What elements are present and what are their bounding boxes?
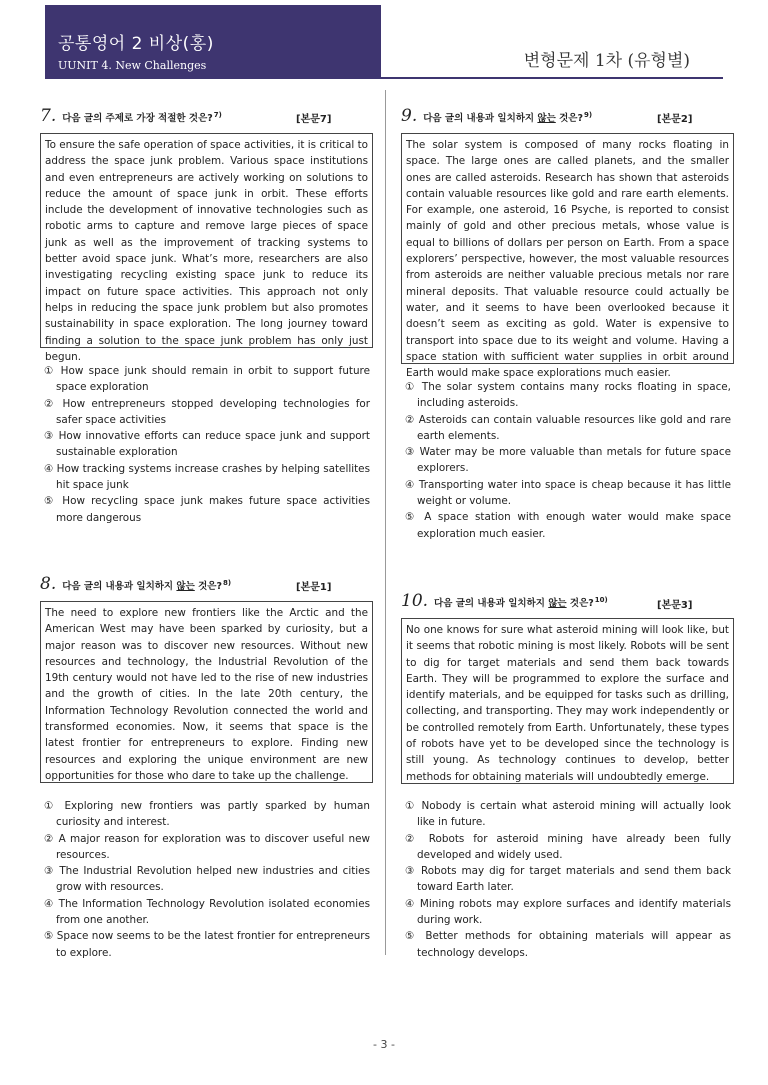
- worksheet-type-title: 변형문제 1차 (유형별): [523, 51, 690, 71]
- footnote-mark: 7): [213, 110, 222, 119]
- header-title-box: [45, 5, 381, 77]
- question-9-heading: [401, 106, 592, 126]
- passage-reference: [본문2]: [657, 114, 693, 125]
- choice-1[interactable]: ① Nobody is certain what asteroid mining will actually look like in future.: [405, 800, 731, 829]
- column-divider: [385, 90, 386, 955]
- question-number: 9.: [401, 106, 418, 126]
- question-number: 7.: [40, 106, 57, 126]
- choice-4[interactable]: ④ How tracking systems increase crashes by helping satellites hit space junk: [44, 462, 370, 492]
- footnote-mark: 10): [594, 595, 608, 604]
- choice-5[interactable]: ⑤ How recycling space junk makes future space activities more dangerous: [44, 495, 370, 524]
- question-prompt: 다음 글의 내용과 일치하지 않는 것은?$^{10)}$: [434, 595, 608, 609]
- page-number: - 3 -: [373, 1038, 395, 1051]
- question-7-heading: [40, 106, 222, 126]
- choice-3[interactable]: ③ The Industrial Revolution helped new industries and cities grow with resources.: [44, 865, 370, 894]
- choice-list: [405, 798, 731, 961]
- footnote-mark: 9): [583, 110, 593, 119]
- choice-list: [405, 379, 731, 542]
- passage-reference: [본문3]: [657, 600, 693, 611]
- question-number: 8.: [40, 574, 57, 594]
- choice-list: [44, 363, 370, 526]
- choice-1[interactable]: ① How space junk should remain in orbit to support future space exploration: [44, 365, 370, 394]
- choice-3[interactable]: ③ How innovative efforts can reduce space junk and support sustainable exploration: [44, 430, 370, 459]
- choice-3[interactable]: ③ Robots may dig for target materials and send them back toward Earth later.: [405, 865, 731, 894]
- choice-2[interactable]: ② Asteroids can contain valuable resources like gold and rare earth elements.: [405, 413, 731, 442]
- unit-title: UUNIT 4. New Challenges: [58, 59, 207, 72]
- question-10-heading: [401, 591, 608, 611]
- question-number: 10.: [401, 591, 429, 611]
- choice-1[interactable]: ① The solar system contains many rocks floating in space, including asteroids.: [405, 381, 731, 410]
- choice-1[interactable]: ① Exploring new frontiers was partly sparked by human curiosity and interest.: [44, 800, 370, 829]
- question-prompt: 다음 글의 내용과 일치하지 않는 것은?$^{9)}$: [423, 110, 593, 124]
- choice-4[interactable]: ④ Transporting water into space is cheap because it has little weight or volume.: [405, 478, 731, 508]
- passage-box: No one knows for sure what asteroid mining will look like, but it seems that robotic mining is most likely. Robots will be sent to dig for target materials and send them back towards Earth. They will be programmed to explore the surface and identify materials, and be equipped for tasks such as drilling, collecting, and transporting. They may work independently or be controlled remotely from Earth. Unfortunately, these types of robots have yet to be developed since the technology is still young. As technology continues to develop, better methods for obtaining materials will undoubtedly emerge.: [401, 618, 734, 784]
- choice-4[interactable]: ④ The Information Technology Revolution isolated economies from one another.: [44, 897, 370, 927]
- footnote-mark: 8): [222, 578, 232, 587]
- choice-4[interactable]: ④ Mining robots may explore surfaces and identify materials during work.: [405, 897, 731, 927]
- choice-2[interactable]: ② A major reason for exploration was to discover useful new resources.: [44, 832, 370, 861]
- textbook-title: 공통영어 2 비상(홍): [58, 34, 214, 54]
- passage-box: To ensure the safe operation of space activities, it is critical to address the space junk problem. Various space institutions and even entrepreneurs are actively working on solutions to reduce the amount of space junk in orbit. These efforts include the development of innovative technologies such as robotic arms to capture and remove large pieces of space junk as well as the improvement of tracking systems to better avoid space junk. What’s more, researchers are also investigating recycling existing space junk to reduce its impact on future space activities. This approach not only helps in reducing the space junk problem but also promotes sustainability in space exploration. The long journey toward finding a solution to the space junk problem has only just begun.: [40, 133, 373, 348]
- choice-5[interactable]: ⑤ A space station with enough water would make space exploration much easier.: [405, 511, 731, 540]
- choice-2[interactable]: ② How entrepreneurs stopped developing technologies for safer space activities: [44, 397, 370, 426]
- choice-3[interactable]: ③ Water may be more valuable than metals for future space explorers.: [405, 446, 731, 475]
- passage-box: The solar system is composed of many rocks floating in space. The large ones are called planets, and the smaller ones are called asteroids. Research has shown that asteroids contain valuable resources like gold and rare earth elements. For example, one asteroid, 16 Psyche, is reported to consist mainly of gold and other precious metals, whose value is equal to billions of dollars per person on Earth. From a space explorers’ perspective, however, the most valuable resources from asteroids are neither valuable precious metals nor rare mineral deposits. That valuable resource could actually be water, and it seems to have been overlooked because it doesn’t seem as exciting as gold. Water is expensive to transport into space due to its weight and volume. Having a space station with sufficient water supplies in orbit around Earth would make space explorations much easier.: [401, 133, 734, 364]
- header-divider: [45, 77, 723, 79]
- question-8-heading: [40, 574, 231, 594]
- choice-5[interactable]: ⑤ Space now seems to be the latest frontier for entrepreneurs to explore.: [44, 930, 370, 959]
- choice-5[interactable]: ⑤ Better methods for obtaining materials will appear as technology develops.: [405, 930, 731, 959]
- passage-reference: [본문1]: [296, 582, 332, 593]
- passage-box: The need to explore new frontiers like the Arctic and the American West may have been sparked by curiosity, but a major reason was to discover new resources. Without new resources and technology, the Industrial Revolution of the 19th century would not have led to the rise of new industries and the growth of cities. In the late 20th century, the Information Technology Revolution connected the world and transformed economies. Now, it seems that space is the latest frontier for entrepreneurs to explore. Finding new resources and exploring the unique environment are new opportunities for those who dare to take up the challenge.: [40, 601, 373, 783]
- choice-list: [44, 798, 370, 961]
- question-prompt: 다음 글의 주제로 가장 적절한 것은?$^{7)}$: [62, 110, 222, 124]
- question-prompt: 다음 글의 내용과 일치하지 않는 것은?$^{8)}$: [62, 578, 232, 592]
- choice-2[interactable]: ② Robots for asteroid mining have already been fully developed and widely used.: [405, 832, 731, 861]
- passage-reference: [본문7]: [296, 114, 332, 125]
